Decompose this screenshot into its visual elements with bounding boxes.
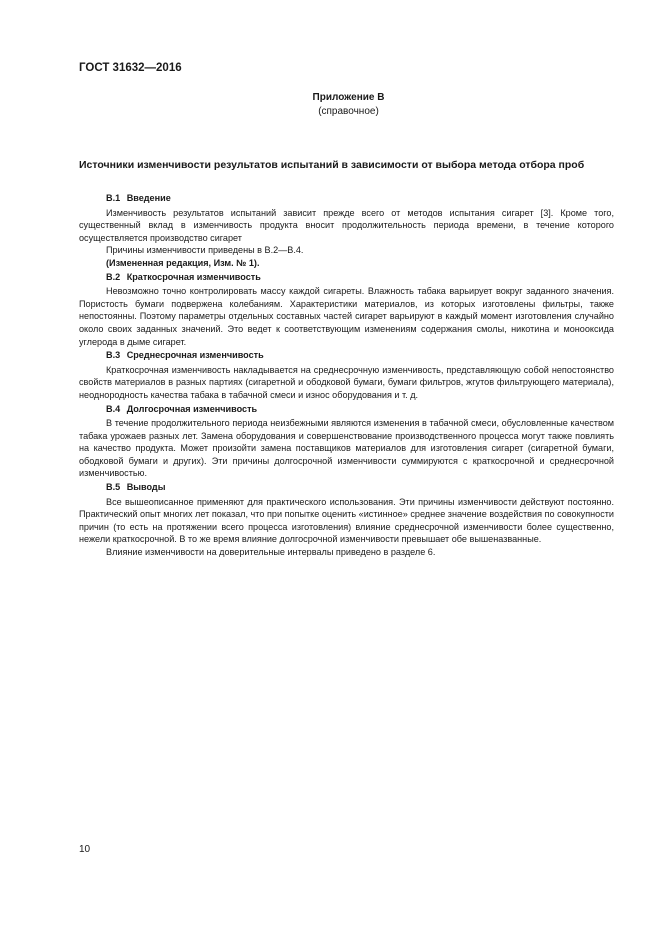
annex-subtitle: (справочное) <box>318 106 379 117</box>
section-number: В.5 <box>106 482 121 493</box>
section-title: Долгосрочная изменчивость <box>126 403 258 414</box>
paragraph: Краткосрочная изменчивость накладывается на среднесрочную изменчивость, представляющую собой непостоянство свойств материалов в разных партиях (сигаретной и ободковой бумаги, бумаги фильтров, жгутов фильтрующего материала), неоднородность качества табака в табачной смеси и износ оборудования и т. д. <box>79 364 614 400</box>
section-heading-b3 <box>79 349 614 362</box>
section-heading-b2 <box>79 271 614 284</box>
section-title: Среднесрочная изменчивость <box>126 350 264 361</box>
annex-title: Приложение В <box>312 92 385 103</box>
document-body <box>79 192 614 559</box>
section-heading-b1 <box>79 192 614 205</box>
paragraph: В течение продолжительного периода неизбежными являются изменения в табачной смеси, обусловленные качеством табака урожаев разных лет. Замена оборудования и совершенствование производственного процесса могут также повлиять на качество продукта. Может произойти замена поставщиков материалов для изготовления сигарет (сигаретной бумаги, ободковой бумаги и других). Эти причины долгосрочной изменчивости суммируются с краткосрочной и среднесрочной изменчивостью. <box>79 418 614 479</box>
section-title: Краткосрочная изменчивость <box>126 271 261 282</box>
amendment-note: (Измененная редакция, Изм. № 1). <box>106 257 260 268</box>
paragraph: Причины изменчивости приведены в В.2—В.4. <box>106 245 304 256</box>
section-number: В.1 <box>106 193 121 203</box>
section-number: В.4 <box>106 403 121 414</box>
appendix-heading: Источники изменчивости результатов испытаний в зависимости от выбора метода отбора проб <box>79 159 585 171</box>
section-number: В.2 <box>106 271 121 282</box>
standard-designation: ГОСТ 31632—2016 <box>79 62 182 74</box>
page-number: 10 <box>79 844 91 855</box>
section-number: В.3 <box>106 350 121 361</box>
paragraph: Все вышеописанное применяют для практического использования. Эти причины изменчивости действуют постоянно. Практический опыт многих лет показал, что при попытке оценить «истинное» среднее значение воздействия по совокупности причин (то есть на протяжении всего процесса изготовления) влияние среднесрочной изменчивости более существенно, нежели краткосрочной. В то же время влияние долгосрочной изменчивости превышает обе вышеназванные. <box>79 496 614 545</box>
section-heading-b5 <box>79 481 614 494</box>
paragraph: Невозможно точно контролировать массу каждой сигареты. Влажность табака варьирует вокруг заданного значения. Пористость бумаги подвержена колебаниям. Характеристики материалов, из которых изготовлены фильтры, также непостоянны. Поэтому параметры отдельных составных частей сигарет варьируют в каждый момент изготовления случайно около своих заданных значений. Это ведет к соответствующим изменениям содержания смолы, никотина и монооксида углерода в дыме сигарет. <box>79 286 614 347</box>
paragraph: Изменчивость результатов испытаний зависит прежде всего от методов испытания сигарет [3]. Кроме того, существенный вклад в изменчивость продукта вносит продолжительность периода времени, в течение которого осуществляется производство сигарет <box>79 207 614 243</box>
section-heading-b4 <box>79 403 614 416</box>
section-title: Введение <box>126 193 171 203</box>
paragraph: Влияние изменчивости на доверительные интервалы приведено в разделе 6. <box>106 547 436 558</box>
section-title: Выводы <box>126 482 166 493</box>
